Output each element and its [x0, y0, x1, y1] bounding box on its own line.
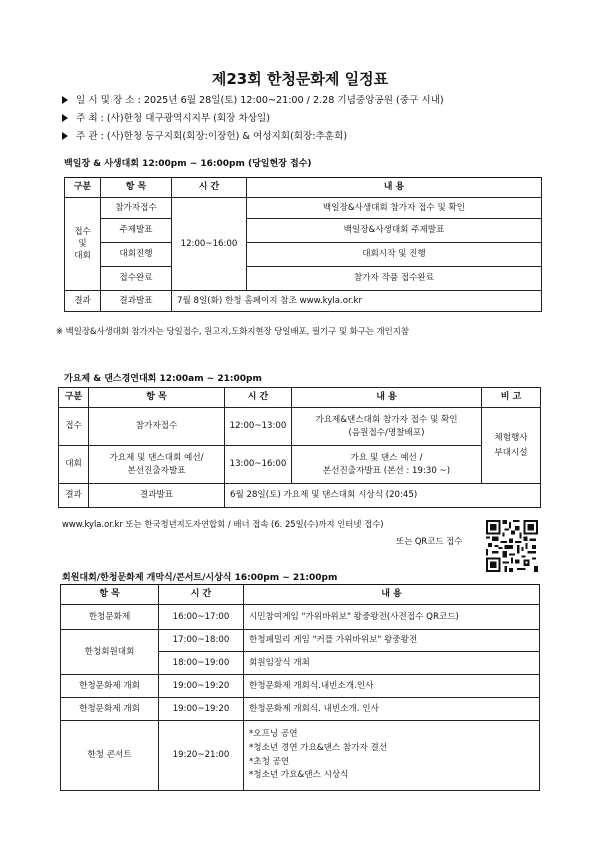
group-cell: 결과 [65, 291, 101, 312]
content-cell: 대회시작 및 진행 [247, 243, 542, 267]
section1-table [64, 177, 542, 312]
section2-heading: 가요제 & 댄스경연대회 12:00am ~ 21:00pm [64, 374, 262, 384]
header-content: 내 용 [292, 388, 482, 408]
group-cell: 접수 및 대회 [65, 198, 101, 291]
concert-line: *청소년 가요&댄스 시상식 [249, 770, 349, 781]
item-cell: 한청 콘서트 [61, 721, 159, 791]
content-cell [244, 721, 540, 791]
table-row [65, 219, 542, 243]
table-row [65, 291, 542, 312]
concert-line: *초청 공연 [249, 756, 290, 767]
concert-line: *청소년 경연 가요&댄스 참가자 결선 [249, 742, 388, 753]
table-row [61, 605, 540, 630]
time-cell: 12:00~13:00 [225, 408, 292, 446]
content-cell: 참가자 작품 접수완료 [247, 267, 542, 291]
triangle-bullet-icon [62, 114, 68, 122]
item-cell: 한청문화제 개회 [61, 675, 159, 698]
page-title: 제23회 한청문화제 일정표 [211, 70, 389, 88]
content-cell: 가요 및 댄스 예선 / 본선진출자발표 (본선 : 19:30 ~) [292, 446, 482, 484]
item-cell: 주제발표 [101, 219, 172, 243]
time-cell: 16:00~17:00 [159, 605, 244, 630]
table-row [61, 675, 540, 698]
section1-heading: 백일장 & 사생대회 12:00pm ~ 16:00pm (당일현장 접수) [64, 159, 312, 169]
time-cell: 19:00~19:20 [159, 698, 244, 721]
header-content: 내 용 [244, 585, 540, 605]
content-cell: 회원임장식 개최 [244, 652, 540, 675]
section3-table [60, 584, 540, 791]
section2-table [58, 387, 541, 508]
time-cell: 18:00~19:00 [159, 652, 244, 675]
time-cell: 19:00~19:20 [159, 675, 244, 698]
table-row [59, 408, 541, 446]
item-cell: 결과발표 [101, 291, 172, 312]
time-cell: 17:00~18:00 [159, 630, 244, 652]
time-cell: 12:00~16:00 [172, 198, 247, 291]
table-row [59, 484, 541, 508]
header-remark: 비 고 [482, 388, 541, 408]
group-cell: 결과 [59, 484, 89, 508]
remark-cell: 체험행사 부대시설 [482, 408, 541, 484]
info-date-place: 일 시 및 장 소 : 2025년 6월 28일(토) 12:00~21:00 / 2.28 기념중앙공원 (중구 시내) [62, 92, 444, 106]
item-cell: 결과발표 [89, 484, 225, 508]
group-cell: 대회 [59, 446, 89, 484]
table-row [65, 243, 542, 267]
content-cell: 한청문화제 개회식. 내빈소개. 인사 [244, 698, 540, 721]
table-row [65, 198, 542, 219]
item-cell: 대회진행 [101, 243, 172, 267]
qr-code-icon[interactable] [486, 520, 538, 572]
item-cell: 한청문화제 [61, 605, 159, 630]
table-row [61, 721, 540, 791]
content-cell: 가요제&댄스대회 참가자 접수 및 확인 (음원접수/명찰배포) [292, 408, 482, 446]
info-host: 주 최 : (사)한청 대구광역시지부 (회장 차상일) [62, 110, 270, 124]
content-cell: 백일장&사생대회 참가자 접수 및 확인 [247, 198, 542, 219]
content-cell: 6월 28일(토) 가요제 및 댄스대회 시상식 (20:45) [225, 484, 541, 508]
content-cell: 7월 8일(화) 한청 홈페이지 참조 www.kyla.or.kr [172, 291, 542, 312]
header-time: 시 간 [225, 388, 292, 408]
triangle-bullet-icon [62, 96, 68, 104]
item-cell: 참가자접수 [89, 408, 225, 446]
content-cell: 한청문화제 개회식.내빈소개.인사 [244, 675, 540, 698]
item-cell: 접수완료 [101, 267, 172, 291]
header-item: 항 목 [89, 388, 225, 408]
header-time: 시 간 [172, 178, 247, 198]
table-row [59, 446, 541, 484]
header-item: 항 목 [101, 178, 172, 198]
group-cell: 접수 [59, 408, 89, 446]
section3-heading: 회원대회/한청문화제 개막식/콘서트/시상식 16:00pm ~ 21:00pm [62, 573, 338, 583]
content-cell: 백일장&사생대회 주제발표 [247, 219, 542, 243]
section1-note: ※ 백일장&사생대회 참가자는 당일접수, 원고지,도화지현장 당일배포, 필기구 및 화구는 개인지참 [56, 326, 409, 336]
header-item: 항 목 [61, 585, 159, 605]
header-category: 구분 [65, 178, 101, 198]
table-row [61, 698, 540, 721]
table-row [65, 267, 542, 291]
section2-note-qr: 또는 QR코드 접수 [396, 536, 463, 546]
item-cell: 참가자접수 [101, 198, 172, 219]
header-content: 내 용 [247, 178, 542, 198]
section2-note-web: www.kyla.or.kr 또는 한국청년지도자연합회 / 배너 접속 (6. 25일(수)까지 인터넷 접수) [62, 519, 384, 529]
triangle-bullet-icon [62, 132, 68, 140]
header-time: 시 간 [159, 585, 244, 605]
concert-line: *오프닝 공연 [249, 729, 298, 739]
table-row [61, 630, 540, 652]
content-cell: 시민참여게임 "가위바위보" 왕중왕전(사전접수 QR코드) [244, 605, 540, 630]
item-cell: 한청회원대회 [61, 630, 159, 675]
info-organizer: 주 관 : (사)한청 동구지회(회장:이장헌) & 여성지회(회장:추훈희) [62, 128, 347, 142]
time-cell: 13:00~16:00 [225, 446, 292, 484]
item-cell: 가요제 및 댄스대회 예선/ 본선진출자발표 [89, 446, 225, 484]
item-cell: 한청문화제 개회 [61, 698, 159, 721]
header-category: 구분 [59, 388, 89, 408]
time-cell: 19:20~21:00 [159, 721, 244, 791]
content-cell: 한청패밀리 게임 "커플 가위바위보" 왕중왕전 [244, 630, 540, 652]
